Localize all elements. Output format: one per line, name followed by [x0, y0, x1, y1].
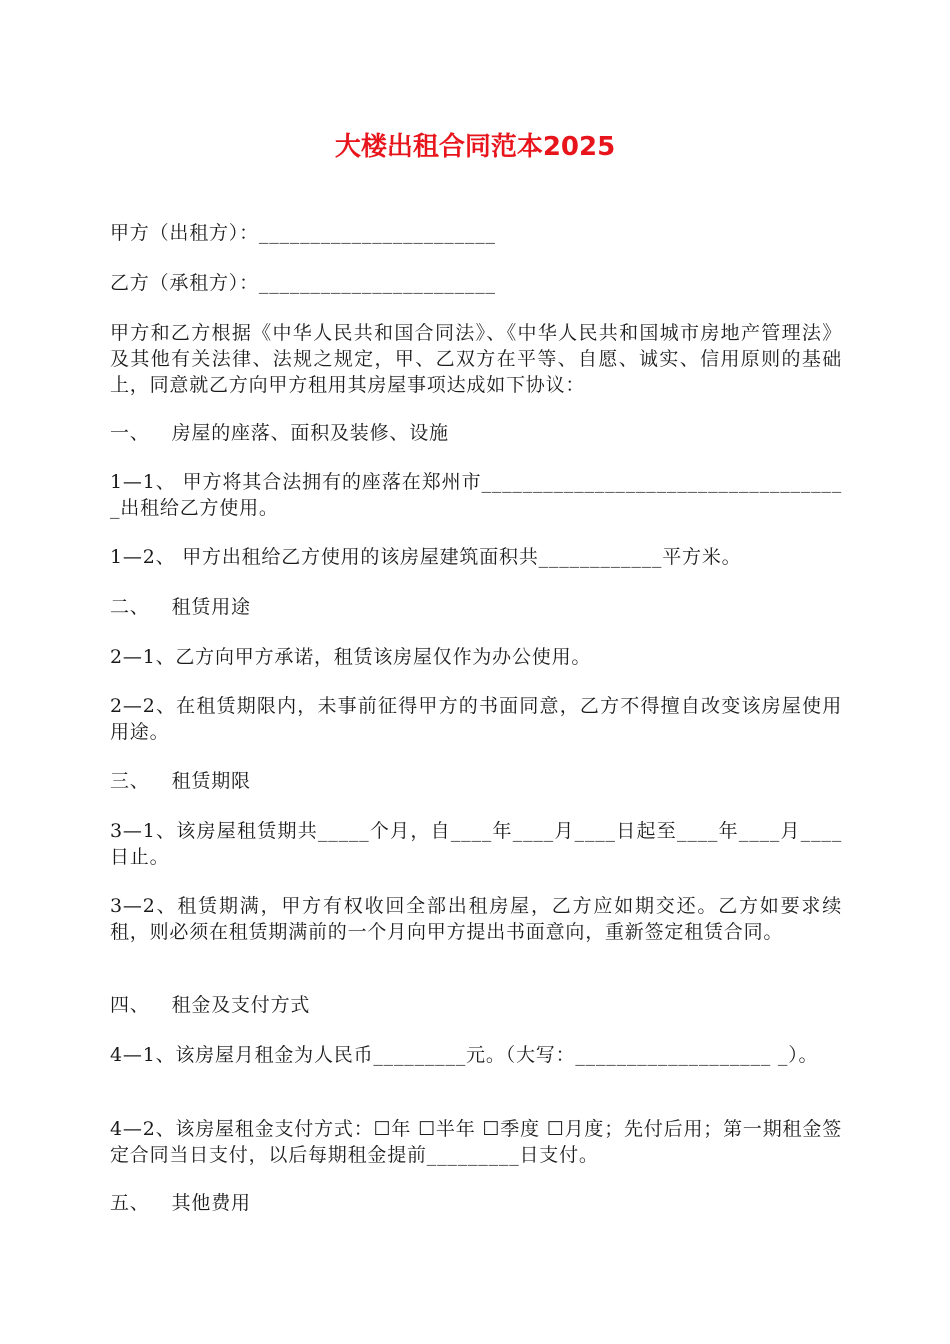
- section-title: 租赁用途: [171, 596, 251, 618]
- clause-3-1: 3—1、该房屋租赁期共_____个月，自____年____月____日起至____年____月____日止。: [110, 820, 842, 868]
- clause-3-2: 3—2、租赁期满，甲方有权收回全部出租房屋，乙方应如期交还。乙方如要求续租，则必须在租赁期满前的一个月向甲方提出书面意向，重新签定租赁合同。: [110, 895, 842, 943]
- section-number: 五、: [110, 1192, 150, 1214]
- section-title: 其他费用: [171, 1192, 251, 1214]
- party-b-line: 乙方（承租方）：_______________________: [110, 272, 496, 294]
- section-number: 四、: [110, 994, 150, 1016]
- document-title: 大楼出租合同范本2025: [334, 132, 616, 162]
- clause-2-2: 2—2、在租赁期限内，未事前征得甲方的书面同意，乙方不得擅自改变该房屋使用用途。: [110, 695, 842, 743]
- section-heading-2: [110, 594, 842, 620]
- party-a-line: 甲方（出租方）：_______________________: [110, 222, 496, 244]
- section-heading-3: [110, 768, 842, 794]
- clause-1-1: 1—1、 甲方将其合法拥有的座落在郑州市____________________________________出租给乙方使用。: [110, 471, 842, 519]
- clause-1-2: 1—2、 甲方出租给乙方使用的该房屋建筑面积共____________平方米。: [110, 546, 742, 568]
- clause-4-2: 4—2、该房屋租金支付方式：☐年 ☐半年 ☐季度 ☐月度；先付后用；第一期租金签定合同当日支付，以后每期租金提前_________日支付。: [110, 1118, 842, 1166]
- section-number: 三、: [110, 770, 150, 792]
- section-number: 一、: [110, 422, 150, 444]
- clause-2-1: 2—1、乙方向甲方承诺，租赁该房屋仅作为办公使用。: [110, 646, 592, 668]
- section-heading-1: [110, 420, 842, 446]
- section-title: 房屋的座落、面积及装修、设施: [171, 422, 449, 444]
- section-title: 租赁期限: [171, 770, 251, 792]
- section-heading-5: [110, 1190, 842, 1216]
- section-title: 租金及支付方式: [171, 994, 311, 1016]
- section-number: 二、: [110, 596, 150, 618]
- clause-4-1: 4—1、该房屋月租金为人民币_________元。（大写：___________________ _）。: [110, 1044, 819, 1066]
- section-heading-4: [110, 992, 842, 1018]
- intro-paragraph: 甲方和乙方根据《中华人民共和国合同法》、《中华人民共和国城市房地产管理法》及其他有关法律、法规之规定，甲、乙双方在平等、自愿、诚实、信用原则的基础上，同意就乙方向甲方租用其房屋事项达成如下协议：: [110, 322, 842, 396]
